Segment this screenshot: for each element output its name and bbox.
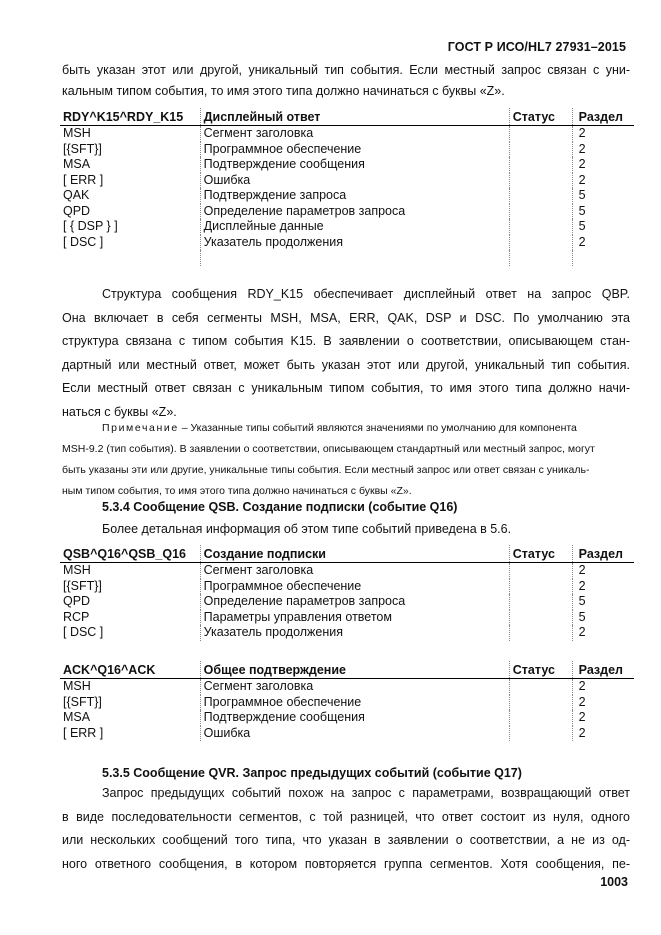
intro-line: быть указан этот или другой, уникальный тип события. Если местный запрос связан с уни- (62, 63, 630, 77)
section-cell: 5 (572, 594, 634, 610)
description-cell: Сегмент заголовка (200, 126, 509, 142)
section-cell: 2 (572, 157, 634, 173)
header-status: Статус (509, 661, 572, 679)
header-status: Статус (509, 108, 572, 126)
section-cell: 2 (572, 726, 634, 742)
table-header-row (60, 545, 634, 563)
table-row-spacer (60, 250, 634, 266)
table-row (60, 157, 634, 173)
section-cell: 5 (572, 188, 634, 204)
note-label: Примечание (102, 422, 179, 434)
description-cell: Параметры управления ответом (200, 610, 509, 626)
description-cell: Дисплейные данные (200, 219, 509, 235)
status-cell (509, 695, 572, 711)
section-cell: 2 (572, 579, 634, 595)
paragraph-line: структура связана с типом события K15. В заявлении о соответствии, описывающем стан- (62, 334, 630, 348)
section-heading-5-3-4: 5.3.4 Сообщение QSB. Создание подписки (событие Q16) (102, 500, 458, 514)
table-row (60, 679, 634, 695)
table-row (60, 563, 634, 579)
section-cell: 2 (572, 679, 634, 695)
description-cell: Подтверждение сообщения (200, 157, 509, 173)
status-cell (509, 219, 572, 235)
segment-cell: QPD (63, 203, 91, 218)
header-section: Раздел (572, 108, 634, 126)
table-header-row (60, 661, 634, 679)
paragraph-line: Запрос предыдущих событий похож на запрос с параметрами, возвращающий ответ (102, 786, 630, 800)
section-cell: 2 (572, 695, 634, 711)
section-534-text (102, 518, 630, 542)
description-cell: Программное обеспечение (200, 142, 509, 158)
header-status: Статус (509, 545, 572, 563)
table-header-row (60, 108, 634, 126)
header-description: Дисплейный ответ (200, 108, 509, 126)
segment-cell: QAK (63, 188, 90, 202)
table-row (60, 188, 634, 204)
section-cell: 2 (572, 173, 634, 189)
section-cell: 2 (572, 625, 634, 641)
note-line: – Указанные типы событий являются значениями по умолчанию для компонента (181, 422, 577, 434)
segment-cell: RCP (63, 609, 90, 624)
paragraph-line: или нескольких сообщений того типа, что указан в заявлении о соответствии, а не из од- (62, 833, 630, 847)
segment-cell: [{SFT}] (63, 694, 102, 709)
section-cell: 2 (572, 710, 634, 726)
segment-cell: [ DSC ] (63, 234, 104, 249)
status-cell (509, 579, 572, 595)
header-message: RDY^K15^RDY_K15 (60, 108, 200, 126)
paragraph-line: в виде последовательности сегментов, с той разницей, что ответ состоит из нуля, одного (62, 809, 630, 824)
section-cell: 5 (572, 610, 634, 626)
description-cell: Сегмент заголовка (200, 679, 509, 695)
intro-line: кальным типом события, то имя этого типа должно начинаться с буквы «Z». (62, 84, 505, 98)
table-row (60, 142, 634, 158)
section-cell: 2 (572, 563, 634, 579)
description-cell: Программное обеспечение (200, 695, 509, 711)
description-cell: Сегмент заголовка (200, 563, 509, 579)
standard-header: ГОСТ Р ИСО/HL7 27931–2015 (447, 40, 626, 54)
section-cell: 5 (572, 204, 634, 220)
status-cell (509, 188, 572, 204)
segment-cell: QPD (63, 594, 91, 608)
status-cell (509, 157, 572, 173)
status-cell (509, 726, 572, 742)
description-cell: Подтверждение запроса (200, 188, 509, 204)
header-section: Раздел (572, 545, 634, 563)
table-row (60, 594, 634, 610)
segment-cell: [{SFT}] (63, 578, 102, 593)
note-line: быть указаны эти или другие, уникальные типы события. Если местный запрос или ответ связан с уникаль- (62, 464, 590, 476)
table-rdy-k15 (60, 108, 634, 266)
page-number: 1003 (600, 875, 628, 889)
note-line: ным типом события, то имя этого типа должно начинаться с буквы «Z». (62, 485, 412, 497)
header-description: Создание подписки (200, 545, 509, 563)
segment-cell: [ { DSP } ] (63, 219, 118, 233)
section-cell: 2 (572, 142, 634, 158)
section-535-text (62, 782, 630, 876)
header-description: Общее подтверждение (200, 661, 509, 679)
description-cell: Указатель продолжения (200, 235, 509, 251)
header-message: ACK^Q16^ACK (60, 661, 200, 679)
table-row (60, 579, 634, 595)
table-row (60, 695, 634, 711)
segment-cell: MSH (63, 563, 91, 577)
status-cell (509, 204, 572, 220)
note-first-line (62, 418, 632, 439)
segment-cell: MSH (63, 126, 91, 140)
status-cell (509, 142, 572, 158)
table-row (60, 219, 634, 235)
table-row (60, 204, 634, 220)
table-row (60, 710, 634, 726)
segment-cell: MSH (63, 679, 91, 693)
table-row (60, 173, 634, 189)
table-qsb-q16 (60, 545, 634, 641)
paragraph-line: Структура сообщения RDY_K15 обеспечивает дисплейный ответ на запрос QBP. (102, 287, 630, 301)
note-line: MSH-9.2 (тип события). В заявлении о соответствии, описывающем стандартный или местный запрос, могут (62, 443, 595, 455)
status-cell (509, 235, 572, 251)
paragraph-line: наться с буквы «Z». (62, 404, 177, 419)
description-cell: Указатель продолжения (200, 625, 509, 641)
section-cell: 5 (572, 219, 634, 235)
status-cell (509, 173, 572, 189)
paragraph-line: Если местный ответ связан с уникальным типом события, то имя этого типа должно начи- (62, 381, 630, 395)
status-cell (509, 126, 572, 142)
description-cell: Подтверждение сообщения (200, 710, 509, 726)
status-cell (509, 563, 572, 579)
status-cell (509, 710, 572, 726)
rdy-k15-description (62, 283, 630, 424)
description-cell: Ошибка (200, 726, 509, 742)
paragraph-line: ного ответного сообщения, в котором повторяется группа сегментов. Хотя сообщения, пе- (62, 856, 630, 871)
status-cell (509, 610, 572, 626)
segment-cell: MSA (63, 157, 91, 171)
segment-cell: [ ERR ] (63, 725, 104, 740)
table-row (60, 235, 634, 251)
paragraph-line: Более детальная информация об этом типе событий приведена в 5.6. (102, 522, 512, 536)
status-cell (509, 625, 572, 641)
description-cell: Программное обеспечение (200, 579, 509, 595)
segment-cell: [ DSC ] (63, 625, 104, 639)
table-row (60, 126, 634, 142)
intro-paragraph (62, 60, 630, 102)
segment-cell: MSA (63, 710, 91, 724)
table-row (60, 726, 634, 742)
segment-cell: [ ERR ] (63, 172, 104, 187)
paragraph-line: Она включает в себя сегменты MSH, MSA, ERR, QAK, DSP и DSC. По умолчанию эта (62, 310, 630, 325)
table-row (60, 625, 634, 641)
header-section: Раздел (572, 661, 634, 679)
section-heading-5-3-5: 5.3.5 Сообщение QVR. Запрос предыдущих событий (событие Q17) (102, 766, 522, 780)
status-cell (509, 594, 572, 610)
section-cell: 2 (572, 126, 634, 142)
section-cell: 2 (572, 235, 634, 251)
description-cell: Ошибка (200, 173, 509, 189)
note-block (62, 418, 632, 502)
table-row (60, 610, 634, 626)
description-cell: Определение параметров запроса (200, 594, 509, 610)
description-cell: Определение параметров запроса (200, 204, 509, 220)
paragraph-line: дартный или местный ответ, может быть указан этот или другой, уникальный тип события. (62, 357, 630, 372)
table-ack-q16 (60, 661, 634, 741)
status-cell (509, 679, 572, 695)
segment-cell: [{SFT}] (63, 141, 102, 156)
header-message: QSB^Q16^QSB_Q16 (60, 545, 200, 563)
